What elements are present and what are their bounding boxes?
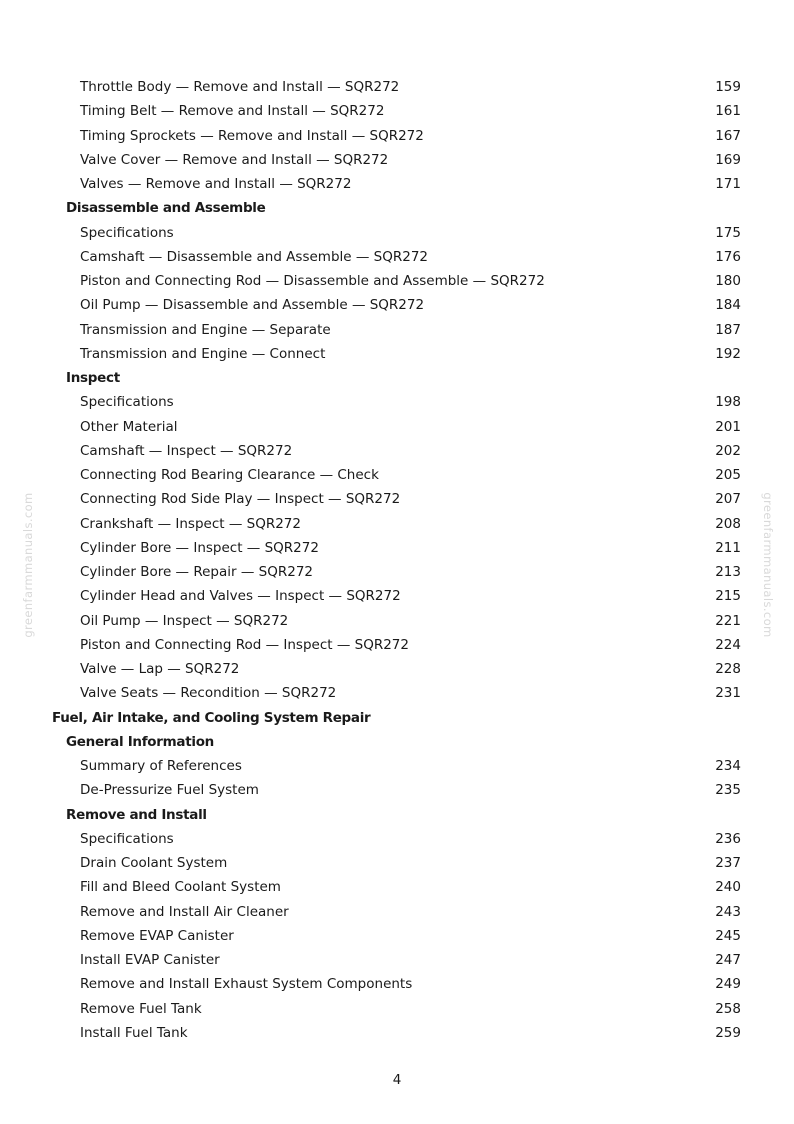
toc-section-heading <box>0 730 794 754</box>
toc-entry[interactable] <box>0 342 794 366</box>
toc-entry-title: Transmission and Engine — Separate <box>80 321 331 338</box>
toc-entry-title: Specifications <box>80 394 174 411</box>
toc-entry-page: 237 <box>715 855 741 871</box>
toc-entry[interactable] <box>0 75 794 99</box>
toc-entry-title: Remove EVAP Canister <box>80 927 234 944</box>
toc-entry-title: Cylinder Bore — Inspect — SQR272 <box>80 539 319 556</box>
toc-entry-title: Connecting Rod Bearing Clearance — Check <box>80 467 379 483</box>
toc-section-heading <box>0 366 794 390</box>
toc-entry-page: 231 <box>715 685 741 702</box>
toc-entry-title: Transmission and Engine — Connect <box>80 345 326 362</box>
toc-entry-title: Remove and Install <box>66 806 207 823</box>
toc-entry-title: Fuel, Air Intake, and Cooling System Repair <box>52 709 371 726</box>
toc-entry-title: Remove and Install Exhaust System Components <box>80 976 413 993</box>
toc-entry-title: Timing Sprockets — Remove and Install — SQR272 <box>80 127 424 144</box>
toc-entry-page: 167 <box>715 127 741 144</box>
toc-entry-title: Valves — Remove and Install — SQR272 <box>80 176 352 192</box>
toc-entry-title: Specifications <box>80 830 174 847</box>
toc-entry-page: 211 <box>715 539 741 556</box>
toc-entry-page: 169 <box>715 151 741 168</box>
toc-entry[interactable] <box>0 997 794 1021</box>
toc-entry[interactable] <box>0 439 794 463</box>
toc-entry[interactable] <box>0 948 794 972</box>
toc-entry-title: Specifications <box>80 224 174 241</box>
toc-entry-title: Crankshaft — Inspect — SQR272 <box>80 515 301 532</box>
toc-entry[interactable] <box>0 827 794 851</box>
toc-entry[interactable] <box>0 318 794 342</box>
toc-entry[interactable] <box>0 633 794 657</box>
toc-entry[interactable] <box>0 560 794 584</box>
toc-entry-title: Remove and Install Air Cleaner <box>80 903 289 920</box>
toc-entry-page: 224 <box>715 636 741 653</box>
toc-entry[interactable] <box>0 875 794 899</box>
toc-entry-title: Throttle Body — Remove and Install — SQR272 <box>80 79 400 95</box>
toc-entry-page: 205 <box>715 467 741 483</box>
toc-entry[interactable] <box>0 754 794 778</box>
toc-entry-title: Valve Cover — Remove and Install — SQR272 <box>80 151 389 168</box>
toc-entry-title: Connecting Rod Side Play — Inspect — SQR272 <box>80 491 401 508</box>
toc-entry-page: 208 <box>715 515 741 532</box>
toc-entry-page: 192 <box>715 345 741 362</box>
toc-entry[interactable] <box>0 172 794 196</box>
toc-entry-title: Camshaft — Disassemble and Assemble — SQR272 <box>80 248 428 265</box>
toc-entry[interactable] <box>0 99 794 123</box>
toc-entry-title: Camshaft — Inspect — SQR272 <box>80 442 293 459</box>
toc-entry-page: 201 <box>715 418 741 435</box>
toc-entry[interactable] <box>0 536 794 560</box>
toc-entry-page: 228 <box>715 661 741 677</box>
toc-entry-title: De-Pressurize Fuel System <box>80 782 259 799</box>
watermark-left: greenfarmmanuals.com <box>21 492 35 638</box>
toc-entry-page: 240 <box>715 879 741 896</box>
toc-entry-title: Install Fuel Tank <box>80 1024 188 1041</box>
toc-section-heading <box>0 196 794 220</box>
toc-entry-page: 243 <box>715 903 741 920</box>
toc-entry-page: 259 <box>715 1024 741 1041</box>
toc-entry[interactable] <box>0 245 794 269</box>
toc-entry-page: 258 <box>715 1000 741 1017</box>
toc-entry[interactable] <box>0 851 794 875</box>
toc-entry-title: Cylinder Bore — Repair — SQR272 <box>80 564 314 580</box>
toc-entry[interactable] <box>0 512 794 536</box>
toc-entry-page: 236 <box>715 830 741 847</box>
toc-entry-title: Summary of References <box>80 758 242 774</box>
toc-entry[interactable] <box>0 924 794 948</box>
toc-entry[interactable] <box>0 148 794 172</box>
toc-section-heading <box>0 803 794 827</box>
toc-entry-page: 161 <box>715 103 741 120</box>
toc-entry-page: 213 <box>715 564 741 580</box>
toc-entry-page: 176 <box>715 248 741 265</box>
toc-entry-page: 215 <box>715 588 741 605</box>
toc-entry[interactable] <box>0 124 794 148</box>
toc-entry-title: Drain Coolant System <box>80 855 228 871</box>
toc-entry-page: 175 <box>715 224 741 241</box>
table-of-contents <box>0 75 794 1045</box>
toc-entry-title: Oil Pump — Inspect — SQR272 <box>80 612 289 629</box>
page-number: 4 <box>392 1072 402 1088</box>
toc-entry-title: Oil Pump — Disassemble and Assemble — SQR272 <box>80 297 425 314</box>
toc-entry-title: Timing Belt — Remove and Install — SQR272 <box>80 103 385 120</box>
toc-entry-page: 249 <box>715 976 741 993</box>
toc-entry-title: Other Material <box>80 418 178 435</box>
toc-entry-page: 221 <box>715 612 741 629</box>
toc-entry[interactable] <box>0 1021 794 1045</box>
toc-entry[interactable] <box>0 657 794 681</box>
toc-entry-title: Fill and Bleed Coolant System <box>80 879 281 896</box>
toc-entry[interactable] <box>0 463 794 487</box>
toc-entry[interactable] <box>0 415 794 439</box>
toc-entry-page: 202 <box>715 442 741 459</box>
toc-entry[interactable] <box>0 681 794 705</box>
toc-entry-title: Remove Fuel Tank <box>80 1000 202 1017</box>
toc-entry[interactable] <box>0 269 794 293</box>
toc-entry-page: 171 <box>715 176 741 192</box>
toc-entry-title: Valve — Lap — SQR272 <box>80 661 240 677</box>
toc-entry-page: 180 <box>715 273 741 289</box>
toc-entry[interactable] <box>0 293 794 317</box>
toc-entry[interactable] <box>0 900 794 924</box>
toc-entry-page: 187 <box>715 321 741 338</box>
toc-entry-title: Piston and Connecting Rod — Disassemble and Assemble — SQR272 <box>80 273 545 289</box>
toc-entry[interactable] <box>0 584 794 608</box>
toc-entry-title: Piston and Connecting Rod — Inspect — SQR272 <box>80 636 409 653</box>
toc-entry-title: Install EVAP Canister <box>80 952 220 968</box>
toc-section-heading <box>0 706 794 730</box>
toc-entry[interactable] <box>0 221 794 245</box>
toc-entry-page: 245 <box>715 927 741 944</box>
toc-entry-page: 207 <box>715 491 741 508</box>
toc-entry[interactable] <box>0 972 794 996</box>
toc-entry-page: 198 <box>715 394 741 411</box>
toc-entry-title: Inspect <box>66 370 120 386</box>
toc-entry[interactable] <box>0 778 794 802</box>
toc-entry-page: 184 <box>715 297 741 314</box>
toc-entry-page: 247 <box>715 952 741 968</box>
toc-entry-page: 235 <box>715 782 741 799</box>
watermark-right: greenfarmmanuals.com <box>761 492 775 638</box>
toc-entry[interactable] <box>0 487 794 511</box>
toc-entry-title: Disassemble and Assemble <box>66 200 266 217</box>
toc-entry-page: 159 <box>715 79 741 95</box>
toc-entry[interactable] <box>0 390 794 414</box>
toc-entry[interactable] <box>0 609 794 633</box>
toc-entry-title: General Information <box>66 733 214 750</box>
toc-entry-title: Valve Seats — Recondition — SQR272 <box>80 685 337 702</box>
toc-entry-page: 234 <box>715 758 741 774</box>
toc-entry-title: Cylinder Head and Valves — Inspect — SQR272 <box>80 588 401 605</box>
